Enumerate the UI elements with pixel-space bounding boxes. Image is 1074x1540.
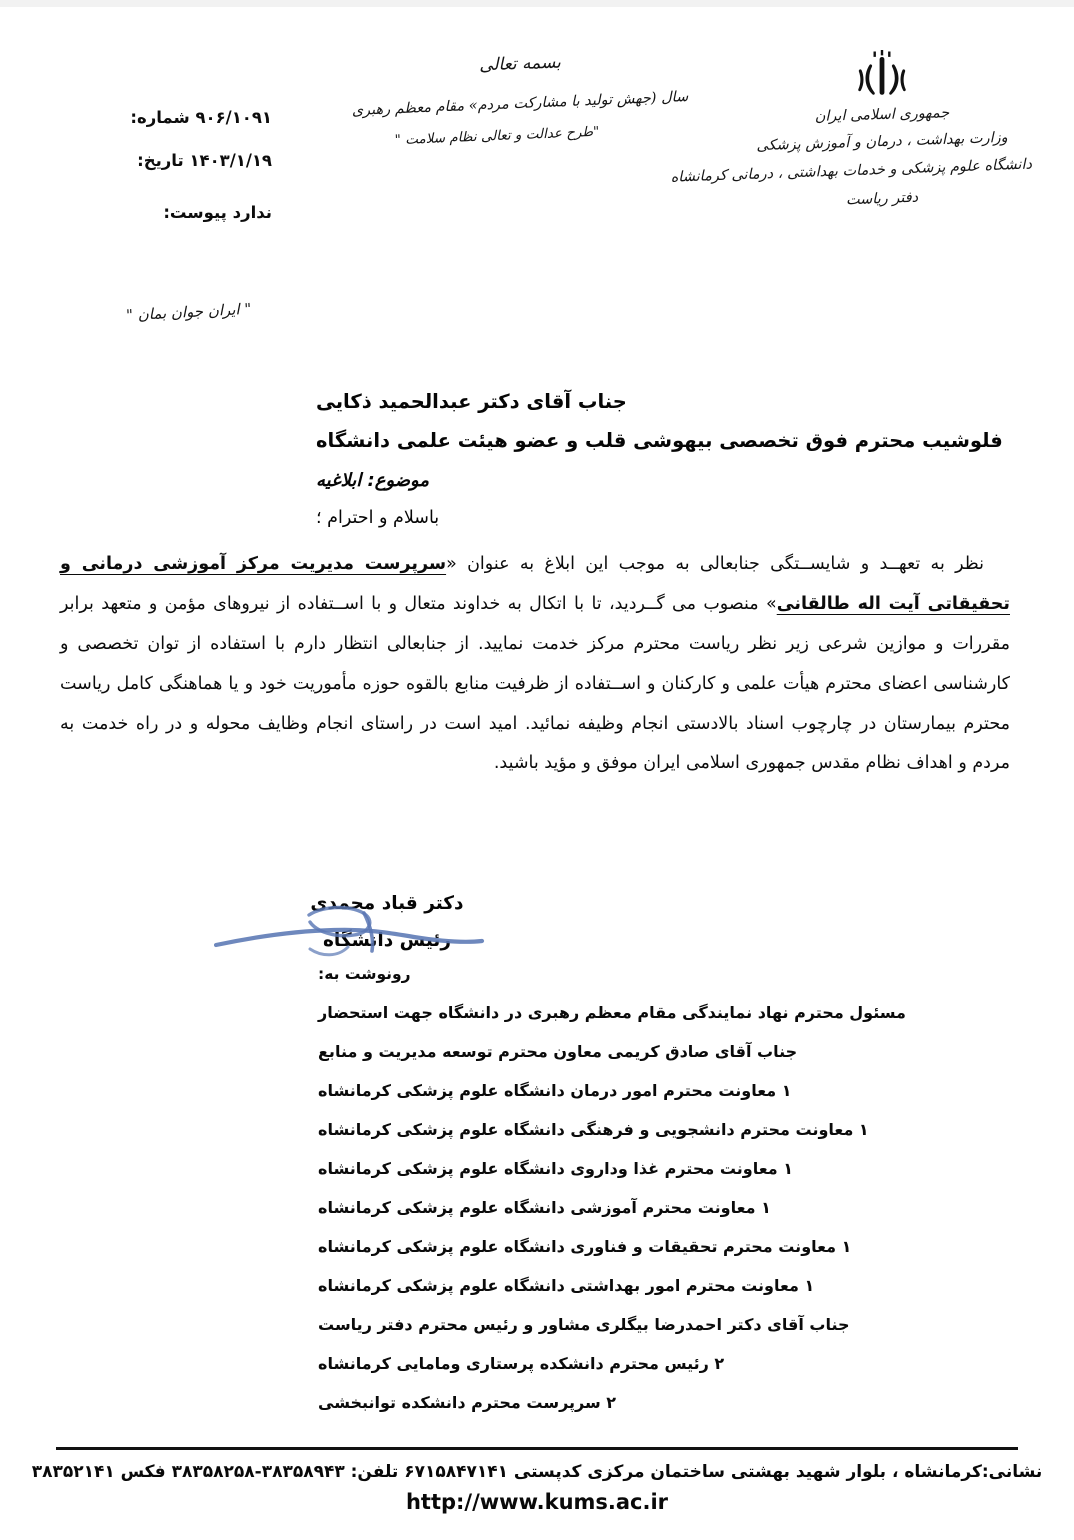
letter-footer bbox=[0, 1462, 1074, 1514]
letterhead-line-ministry: وزارت بهداشت ، درمان و آموزش پزشکی bbox=[756, 129, 1008, 155]
letterhead-line-university: دانشگاه علوم پزشکی و خدمات بهداشتی ، درمانی کرمانشاه bbox=[670, 156, 1033, 186]
letter-number-label: شماره: bbox=[130, 108, 190, 127]
iran-youth-motto: " ایران جوان بمان " bbox=[125, 299, 252, 325]
addressee-name: جناب آقای دکتر عبدالحمید ذکایی bbox=[316, 390, 627, 413]
letter-number-row bbox=[92, 108, 272, 127]
footer-divider bbox=[56, 1447, 1018, 1450]
cc-item: ۱ معاونت محترم امور بهداشتی دانشگاه علوم پزشکی کرمانشاه bbox=[318, 1276, 815, 1295]
letter-body bbox=[60, 545, 1010, 784]
greeting-line: باسلام و احترام ؛ bbox=[316, 508, 440, 528]
cc-item: ۱ معاونت محترم امور درمان دانشگاه علوم پزشکی کرمانشاه bbox=[318, 1081, 792, 1100]
footer-address: نشانی:کرمانشاه ، بلوار شهید بهشتی ساختمان مرکزی کدپستی ۶۷۱۵۸۴۷۱۴۱ تلفن: ۳۸۳۵۸۹۴۳-۳۸۳۵۸۲۵۸ فکس ۳۸۳۵۲۱۴۱ bbox=[31, 1462, 1043, 1482]
addressee-title: فلوشیب محترم فوق تخصصی بیهوشی قلب و عضو هیئت علمی دانشگاه bbox=[316, 429, 1003, 452]
letter-attachment-row bbox=[92, 203, 272, 222]
letter-attachment-value: ندارد bbox=[232, 203, 272, 222]
letter-date-label: تاریخ: bbox=[137, 151, 184, 170]
cc-list bbox=[318, 965, 1018, 1412]
health-plan-slogan: "طرح عدالت و تعالی نظام سلامت " bbox=[394, 123, 600, 149]
subject-value: ابلاغیه bbox=[316, 470, 362, 491]
viewer-top-strip bbox=[0, 0, 1074, 7]
cc-item: ۲ رئیس محترم دانشکده پرستاری ومامایی کرمانشاه bbox=[318, 1354, 725, 1373]
body-part-2: » منصوب می گــردید، تا با اتکال به خداوند متعال و با اســتفاده از نیروهای مؤمن و متعهد برابر مقررات و موازین شرعی زیر نظر ریاست محترم مرکز خدمت نمایید. از جنابعالی انتظار دارم با استفاده از توان تخصصی و کارشناسی اعضای محترم هیأت علمی و کارکنان و اســتفاده از ظرفیت منابع بالقوه حوزه مأموریت خود و یا هماهنگی کامل ریاست محترم بیمارستان در چارچوب اسناد بالادستی انجام وظیفه نمائید. امید است در راستای انجام وظایف محوله و در راه خدمت به مردم و اهداف نظام مقدس جمهوری اسلامی ایران موفق و مؤید باشید. bbox=[60, 593, 1010, 774]
cc-item: جناب آقای صادق کریمی معاون محترم توسعه مدیریت و منابع bbox=[318, 1042, 798, 1061]
signature-block bbox=[262, 893, 512, 951]
year-slogan: سال (جهش تولید با مشارکت مردم» مقام معظم رهبری bbox=[351, 88, 689, 120]
letterhead-line-country: جمهوری اسلامی ایران bbox=[814, 105, 950, 125]
basmala-text: بسمه تعالی bbox=[478, 52, 562, 76]
cc-item: ۱ معاونت محترم دانشجویی و فرهنگی دانشگاه علوم پزشکی کرمانشاه bbox=[318, 1120, 869, 1139]
iran-emblem-icon bbox=[849, 48, 915, 104]
letter-number-value: ۹۰۶/۱۰۹۱ bbox=[195, 108, 272, 127]
header-slogans bbox=[330, 52, 710, 149]
letter-attachment-label: پیوست: bbox=[163, 203, 227, 222]
addressee-block bbox=[316, 390, 1016, 528]
cc-item: ۱ معاونت محترم تحقیقات و فناوری دانشگاه علوم پزشکی کرمانشاه bbox=[318, 1237, 852, 1256]
cc-item: ۱ معاونت محترم آموزشی دانشگاه علوم پزشکی کرمانشاه bbox=[318, 1198, 771, 1217]
signer-name: دکتر قباد محمدی bbox=[310, 893, 464, 914]
letterhead bbox=[670, 48, 1033, 209]
letterhead-line-office: دفتر ریاست bbox=[845, 189, 919, 209]
appointment-title-highlight: سرپرست مدیریت مرکز آموزشی درمانی و تحقیقاتی آیت اله طالقانی bbox=[60, 554, 1010, 614]
cc-item: ۲ سرپرست محترم دانشکده توانبخشی bbox=[318, 1393, 617, 1412]
letter-date-value: ۱۴۰۳/۱/۱۹ bbox=[189, 151, 272, 170]
body-part-1: نظر به تعهــد و شایســتگی جنابعالی به موجب این ابلاغ به عنوان « bbox=[446, 554, 984, 574]
footer-website-url[interactable]: http://www.kums.ac.ir bbox=[405, 1490, 669, 1514]
subject-label: موضوع: bbox=[367, 470, 429, 491]
letter-date-row bbox=[92, 151, 272, 170]
cc-item: جناب آقای دکتر احمدرضا بیگلری مشاور و رئیس محترم دفتر ریاست bbox=[318, 1315, 850, 1334]
letter-meta bbox=[92, 108, 272, 222]
cc-item: مسئول محترم نهاد نمایندگی مقام معظم رهبری در دانشگاه جهت استحضار bbox=[318, 1003, 906, 1022]
letter-header bbox=[0, 46, 1074, 266]
signer-role: رئیس دانشگاه bbox=[323, 930, 451, 951]
cc-label: رونوشت به: bbox=[318, 965, 411, 983]
subject-line bbox=[316, 470, 1016, 491]
cc-item: ۱ معاونت محترم غذا وداروی دانشگاه علوم پزشکی کرمانشاه bbox=[318, 1159, 793, 1178]
